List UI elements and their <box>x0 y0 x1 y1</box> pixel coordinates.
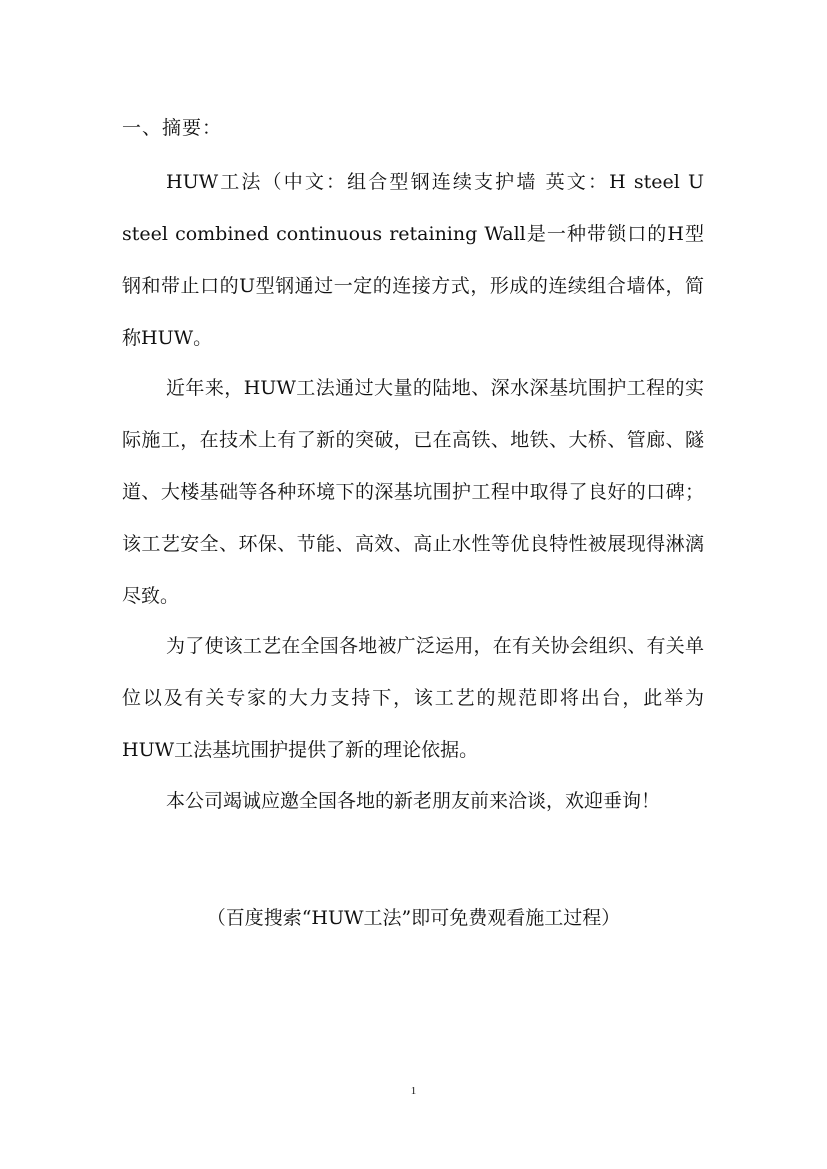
paragraph-definition: HUW工法（中文：组合型钢连续支护墙 英文：H steel U steel combined continuous retaining Wall是一种带锁口的H型钢和带止口的U型钢通过一定的连接方式，形成的连续组合墙体，简称HUW。 <box>122 171 704 349</box>
paragraph-standard: 为了使该工艺在全国各地被广泛运用，在有关协会组织、有关单位以及有关专家的大力支持下，该工艺的规范即将出台，此举为HUW工法基坑围护提供了新的理论依据。 <box>122 635 704 761</box>
search-note <box>0 902 827 934</box>
paragraph-recent-progress: 近年来，HUW工法通过大量的陆地、深水深基坑围护工程的实际施工，在技术上有了新的突破，已在高铁、地铁、大桥、管廊、隧道、大楼基础等各种环境下的深基坑围护工程中取得了良好的口碑；该工艺安全、环保、节能、高效、高止水性等优良特性被展现得淋漓尽致。 <box>122 377 704 607</box>
page-number: 1 <box>410 1085 417 1097</box>
paragraph-invitation: 本公司竭诚应邀全国各地的新老朋友前来洽谈，欢迎垂询！ <box>166 790 661 812</box>
section-heading: 一、摘要： <box>122 117 223 139</box>
search-note-text: （百度搜索“HUW工法”即可免费观看施工过程） <box>206 907 621 929</box>
